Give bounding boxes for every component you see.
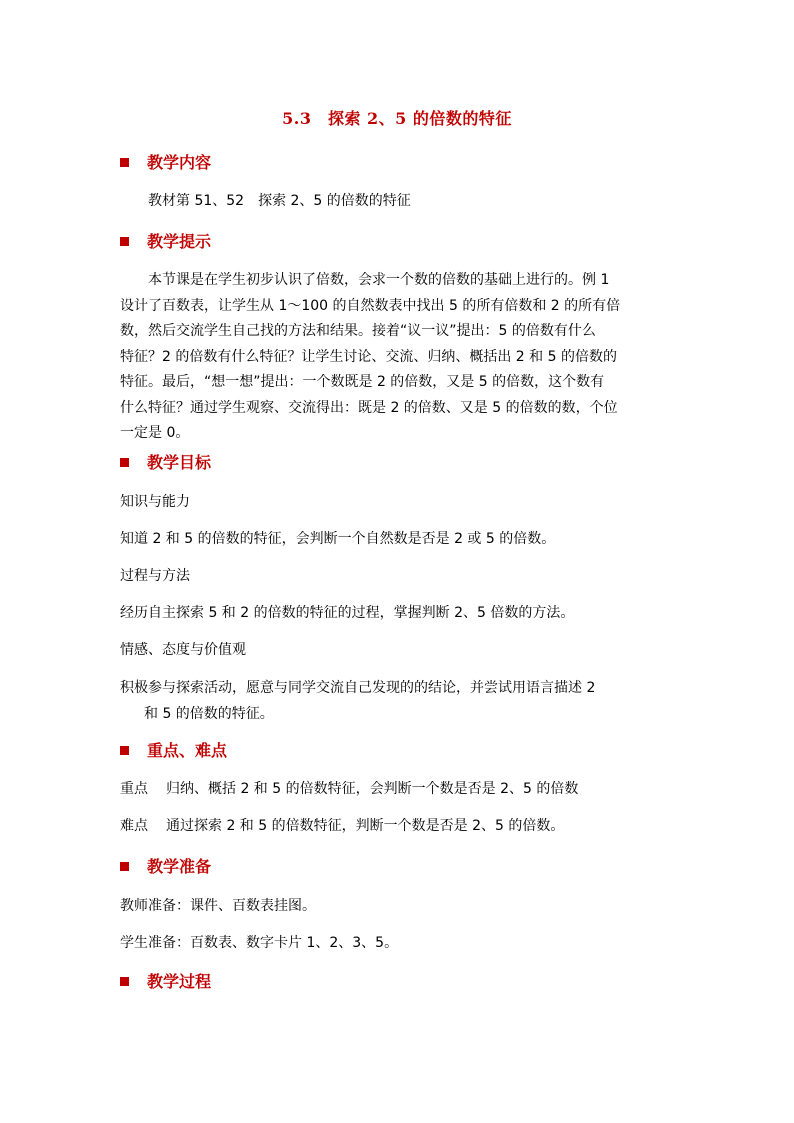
hint-line: 数，然后交流学生自己找的方法和结果。接着“议一议”提出：5 的倍数有什么	[120, 323, 596, 339]
key-point-text: 归纳、概括 2 和 5 的倍数特征，会判断一个数是否是 2、5 的倍数	[166, 781, 579, 797]
bullet-square-icon	[120, 458, 129, 467]
heading-text: 教学内容	[147, 153, 212, 172]
section-heading-hint	[120, 230, 211, 254]
key-point-row	[120, 777, 578, 803]
goal-knowledge-label: 知识与能力	[120, 494, 190, 510]
difficult-point-row	[120, 814, 564, 840]
content-text: 教材第 51、52 探索 2、5 的倍数的特征	[148, 193, 411, 209]
hint-line: 特征？2 的倍数有什么特征？让学生讨论、交流、归纳、概括出 2 和 5 的倍数的	[120, 348, 617, 365]
section-heading-goals	[120, 451, 211, 475]
section-heading-content	[120, 151, 211, 175]
goal-emotion-label: 情感、态度与价值观	[120, 642, 246, 658]
goal-emotion-text	[120, 675, 680, 727]
bullet-square-icon	[120, 237, 129, 246]
key-point-label: 重点	[120, 781, 148, 797]
section-heading-prep	[120, 855, 211, 879]
goal-emotion-line: 和 5 的倍数的特征。	[144, 706, 274, 722]
heading-text: 教学过程	[147, 972, 212, 991]
goal-emotion-line: 积极参与探索活动，愿意与同学交流自己发现的的结论，并尝试用语言描述 2	[120, 680, 596, 696]
heading-text: 教学提示	[147, 232, 212, 251]
difficult-point-label: 难点	[120, 818, 148, 834]
heading-text: 教学目标	[147, 453, 212, 472]
section-heading-key	[120, 739, 227, 763]
page-title: 5.3 探索 2、5 的倍数的特征	[282, 109, 512, 128]
hint-paragraph	[120, 268, 680, 447]
bullet-square-icon	[120, 158, 129, 167]
prep-teacher: 教师准备：课件、百数表挂图。	[120, 898, 316, 914]
hint-line: 一定是 0。	[120, 425, 190, 441]
difficult-point-text: 通过探索 2 和 5 的倍数特征，判断一个数是否是 2、5 的倍数。	[166, 818, 565, 834]
goal-knowledge-text: 知道 2 和 5 的倍数的特征，会判断一个自然数是否是 2 或 5 的倍数。	[120, 531, 556, 547]
heading-text: 教学准备	[147, 857, 212, 876]
goal-process-label: 过程与方法	[120, 568, 190, 584]
prep-student: 学生准备：百数表、数字卡片 1、2、3、5。	[120, 935, 399, 951]
bullet-square-icon	[120, 862, 129, 871]
bullet-square-icon	[120, 977, 129, 986]
hint-line: 本节课是在学生初步认识了倍数，会求一个数的倍数的基础上进行的。例 1	[148, 272, 610, 288]
hint-line: 设计了百数表，让学生从 1～100 的自然数表中找出 5 的所有倍数和 2 的所有倍	[120, 297, 621, 314]
hint-line: 什么特征？通过学生观察、交流得出：既是 2 的倍数、又是 5 的倍数的数，个位	[120, 399, 618, 416]
goal-process-text: 经历自主探索 5 和 2 的倍数的特征的过程，掌握判断 2、5 倍数的方法。	[120, 605, 575, 621]
hint-line: 特征。最后，“想一想”提出：一个数既是 2 的倍数，又是 5 的倍数，这个数有	[120, 374, 605, 390]
heading-text: 重点、难点	[147, 741, 228, 760]
bullet-square-icon	[120, 746, 129, 755]
section-heading-process	[120, 970, 211, 994]
